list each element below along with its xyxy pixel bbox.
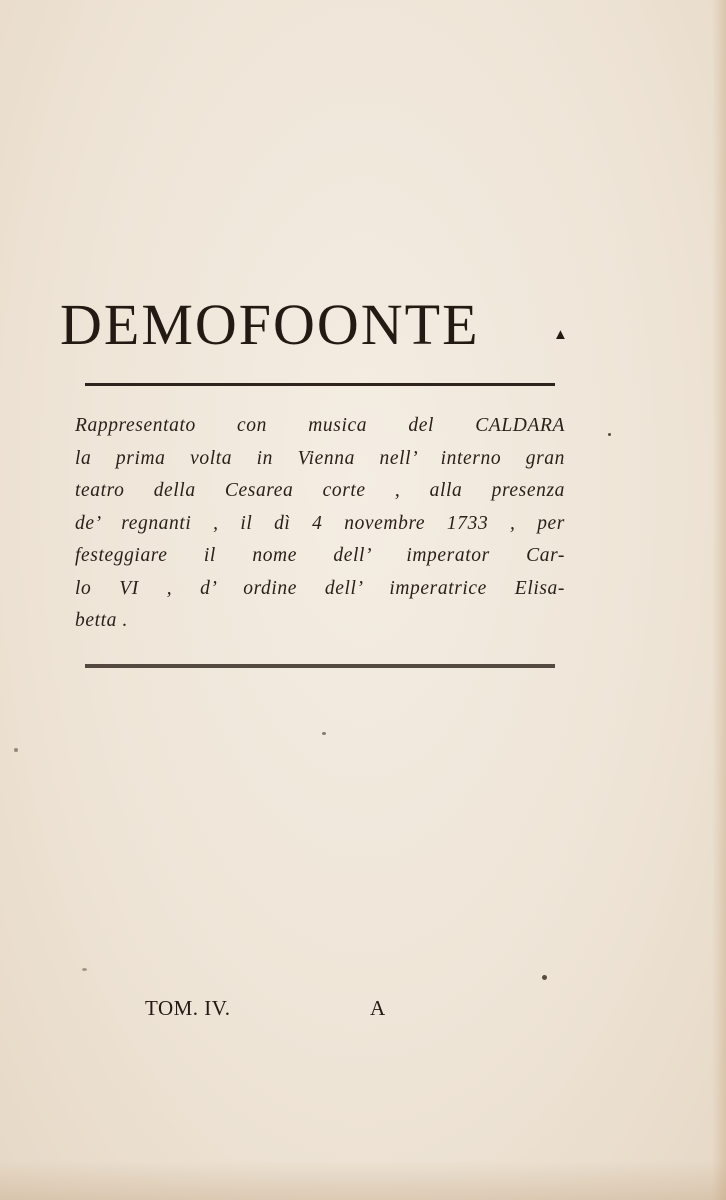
- paper-speck: [322, 732, 326, 735]
- top-rule: [85, 383, 555, 386]
- paper-speck: [608, 433, 611, 436]
- subtitle-line: festeggiare il nome dell’ imperator Car-: [75, 545, 565, 566]
- page-bottom-shadow: [0, 1160, 726, 1200]
- bottom-rule: [85, 664, 555, 668]
- page-edge-shadow: [712, 0, 726, 1200]
- subtitle-line: Rappresentato con musica del CALDARA: [75, 415, 565, 436]
- signature-mark: A: [370, 996, 386, 1020]
- subtitle-line: teatro della Cesarea corte , alla presenza: [75, 480, 565, 501]
- subtitle-line: betta .: [75, 610, 128, 631]
- subtitle-block: [75, 410, 565, 638]
- page-title: DEMOFOONTE: [60, 292, 480, 357]
- volume-label: TOM. IV.: [145, 996, 231, 1020]
- subtitle-line: la prima volta in Vienna nell’ interno gran: [75, 447, 565, 469]
- subtitle-line: lo VI , d’ ordine dell’ imperatrice Elisa-: [75, 577, 565, 599]
- title-ornament: ▲: [553, 327, 568, 343]
- paper-speck: [542, 975, 547, 980]
- paper-speck: [82, 968, 87, 971]
- subtitle-line: de’ regnanti , il dì 4 novembre 1733 , per: [75, 512, 565, 534]
- paper-speck: [14, 748, 18, 752]
